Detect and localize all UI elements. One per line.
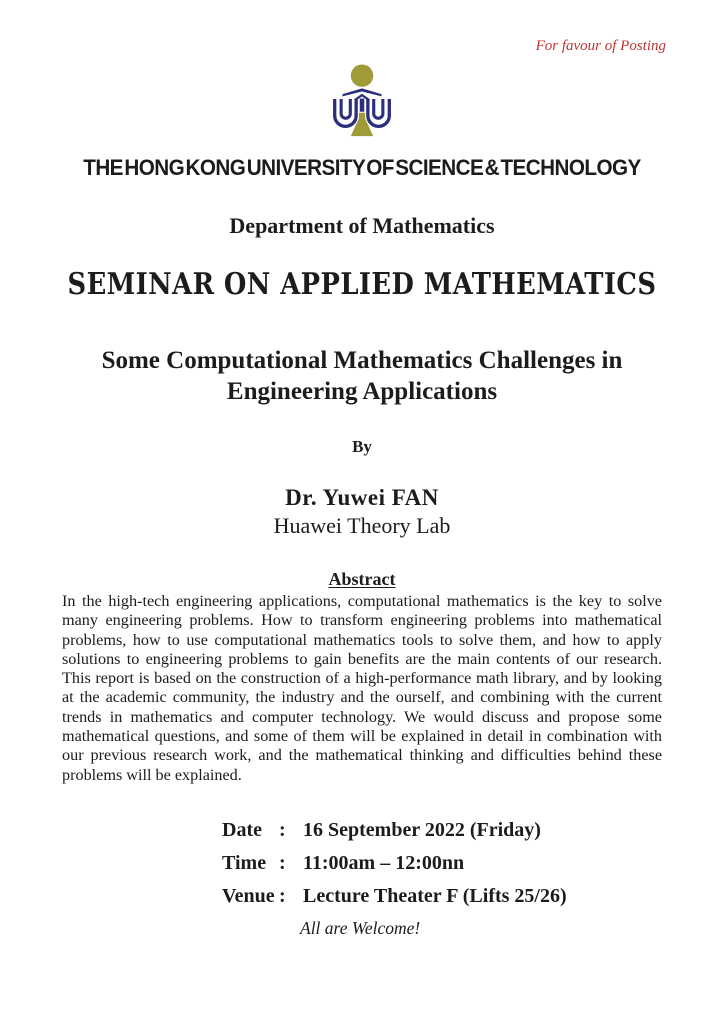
welcome-note: All are Welcome! (300, 917, 421, 938)
department-name: Department of Mathematics (229, 213, 495, 238)
date-separator: : (279, 818, 286, 841)
venue-separator: : (279, 884, 286, 907)
talk-title: Some Computational Mathematics Challenges in Engineering Applications (101, 347, 623, 405)
abstract-heading: Abstract (328, 569, 396, 589)
venue-label: Venue (222, 884, 275, 907)
logo-container (0, 61, 724, 141)
detail-row-time (222, 852, 724, 874)
university-name: THE HONG KONG UNIVERSITY OF SCIENCE & TECHNOLOGY (83, 155, 641, 180)
time-separator: : (279, 851, 286, 874)
date-label: Date (222, 818, 262, 841)
hkust-logo-icon (323, 61, 401, 141)
detail-row-date (222, 819, 724, 841)
time-label: Time (222, 851, 267, 874)
detail-row-venue (222, 885, 724, 907)
seminar-series-title: SEMINAR ON APPLIED MATHEMATICS (67, 267, 657, 302)
date-value: 16 September 2022 (Friday) (303, 818, 541, 841)
speaker-name: Dr. Yuwei FAN (285, 485, 439, 510)
abstract-text: In the high-tech engineering applications, computational mathematics is the key to solve many engineering problems. How to transform engineering problems into mathematical problems, how to use computational mathematics tools to solve them, and how to apply solutions to engineering problems to gain benefits are the main contents of our research. This report is based on the construction of a high-performance math library, and by looking at the academic community, the industry and the ourself, and combining with the current trends in mathematics and computer technology. We would discuss and propose some mathematical questions, and some of them will be explained in detail in combination with our previous research work, and the mathematical thinking and difficulties behind these problems will be explained. (62, 592, 662, 784)
posting-note: For favour of Posting (535, 38, 666, 54)
event-details (0, 819, 724, 907)
venue-value: Lecture Theater F (Lifts 25/26) (303, 884, 567, 907)
speaker-affiliation: Huawei Theory Lab (273, 513, 451, 538)
time-value: 11:00am – 12:00nn (303, 851, 465, 874)
byline-label: By (352, 437, 372, 456)
